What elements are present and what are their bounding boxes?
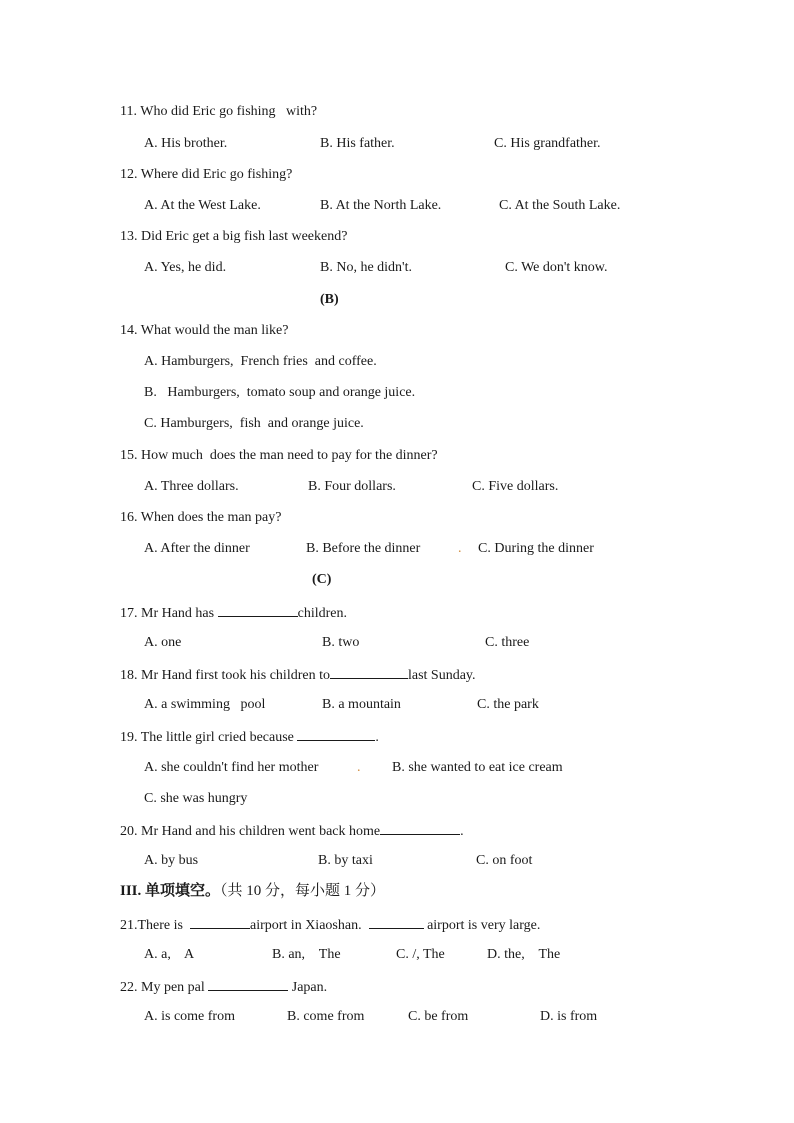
stray-dot-mark: .: [357, 760, 361, 775]
question-18-stem: [120, 665, 476, 685]
q18-option-b: B. a mountain: [322, 697, 401, 712]
q16-option-c: C. During the dinner: [478, 541, 594, 556]
q16-option-a: A. After the dinner: [144, 541, 250, 556]
question-22-stem: [120, 977, 327, 997]
stray-dot-mark: .: [458, 541, 462, 556]
q21-option-a: A. a, A: [144, 947, 195, 962]
q22-stem-end: Japan.: [288, 980, 328, 995]
answer-blank: [380, 821, 460, 835]
q18-option-a: A. a swimming pool: [144, 697, 266, 712]
q11-option-a: A. His brother.: [144, 136, 228, 151]
q13-option-b: B. No, he didn't.: [320, 260, 412, 275]
q12-option-c: C. At the South Lake.: [499, 198, 621, 213]
q15-option-c: C. Five dollars.: [472, 479, 559, 494]
q11-option-b: B. His father.: [320, 136, 395, 151]
q21-option-c: C. /, The: [396, 947, 445, 962]
q20-stem-end: .: [460, 824, 464, 839]
q22-stem-start: 22. My pen pal: [120, 980, 209, 995]
q13-option-c: C. We don't know.: [505, 260, 608, 275]
q19-option-a: A. she couldn't find her mother: [144, 760, 319, 775]
section-3-heading: [120, 882, 385, 900]
q17-option-c: C. three: [485, 635, 530, 650]
q13-option-a: A. Yes, he did.: [144, 260, 227, 275]
answer-blank: [330, 665, 408, 679]
q14-option-c: C. Hamburgers, fish and orange juice.: [144, 416, 364, 431]
question-20-stem: [120, 821, 464, 841]
q21-option-b: B. an, The: [272, 947, 341, 962]
question-17-stem: [120, 603, 347, 623]
q11-option-c: C. His grandfather.: [494, 136, 601, 151]
q21-option-d: D. the, The: [487, 947, 561, 962]
q21-stem-end: airport is very large.: [423, 918, 541, 933]
q14-option-a: A. Hamburgers, French fries and coffee.: [144, 354, 377, 369]
q18-stem-end: last Sunday.: [407, 668, 476, 683]
q20-option-a: A. by bus: [144, 853, 199, 868]
q17-option-b: B. two: [322, 635, 360, 650]
answer-blank: [208, 977, 288, 991]
q20-option-c: C. on foot: [476, 853, 533, 868]
q19-option-b: B. she wanted to eat ice cream: [392, 760, 563, 775]
section-3-title: III. 单项填空。: [120, 883, 221, 899]
q18-stem-start: 18. Mr Hand first took his children to: [120, 668, 330, 683]
q21-stem-middle: airport in Xiaoshan.: [249, 918, 369, 933]
q22-option-b: B. come from: [287, 1009, 365, 1024]
q20-stem-start: 20. Mr Hand and his children went back home: [120, 824, 381, 839]
q12-option-a: A. At the West Lake.: [144, 198, 261, 213]
section-3-note: （共 10 分，每小题 1 分）: [220, 883, 386, 899]
question-13-stem: 13. Did Eric get a big fish last weekend?: [120, 229, 348, 244]
q14-option-b: B. Hamburgers, tomato soup and orange juice.: [144, 385, 416, 400]
q22-option-a: A. is come from: [144, 1009, 235, 1024]
answer-blank: [297, 727, 375, 741]
question-12-stem: 12. Where did Eric go fishing?: [120, 167, 293, 182]
q15-option-b: B. Four dollars.: [308, 479, 396, 494]
q17-stem-start: 17. Mr Hand has: [120, 606, 218, 621]
q21-stem-start: 21.There is: [120, 918, 190, 933]
answer-blank: [369, 915, 424, 929]
answer-blank: [190, 915, 250, 929]
question-16-stem: 16. When does the man pay?: [120, 510, 282, 525]
answer-blank: [218, 603, 298, 617]
q19-stem-start: 19. The little girl cried because: [120, 730, 298, 745]
part-b-heading: (B): [320, 292, 339, 307]
q15-option-a: A. Three dollars.: [144, 479, 239, 494]
q18-option-c: C. the park: [477, 697, 539, 712]
q12-option-b: B. At the North Lake.: [320, 198, 442, 213]
q22-option-c: C. be from: [408, 1009, 469, 1024]
q20-option-b: B. by taxi: [318, 853, 373, 868]
q17-option-a: A. one: [144, 635, 182, 650]
part-c-heading: (C): [312, 572, 332, 587]
q19-option-c: C. she was hungry: [144, 791, 248, 806]
q16-option-b: B. Before the dinner: [306, 541, 421, 556]
question-21-stem: [120, 915, 540, 935]
question-11-stem: 11. Who did Eric go fishing with?: [120, 104, 318, 119]
q19-stem-end: .: [375, 730, 379, 745]
question-14-stem: 14. What would the man like?: [120, 323, 289, 338]
question-15-stem: 15. How much does the man need to pay for the dinner?: [120, 448, 438, 463]
q22-option-d: D. is from: [540, 1009, 598, 1024]
question-19-stem: [120, 727, 379, 747]
q17-stem-end: children.: [297, 606, 347, 621]
